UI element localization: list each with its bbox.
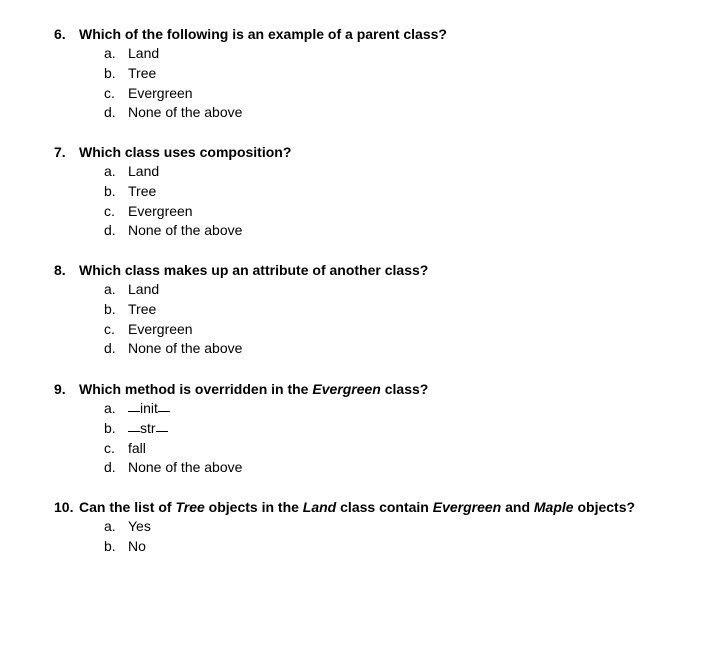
underscore-mark xyxy=(158,410,170,412)
question-number: 8. xyxy=(54,262,66,278)
question-title xyxy=(54,497,704,517)
option-c: c. Evergreen xyxy=(104,84,193,101)
question-number: 9. xyxy=(54,381,66,397)
option-a: a. Land xyxy=(104,163,160,179)
option-b: b. Tree xyxy=(104,64,157,81)
options-list xyxy=(54,162,704,241)
underscore-mark xyxy=(156,430,168,432)
options-list xyxy=(54,44,704,123)
question-number: 10. xyxy=(54,499,74,515)
option-b: b. Tree xyxy=(104,300,157,317)
question-9 xyxy=(54,379,704,478)
question-text: Which method is overridden in the Evergreen class? xyxy=(79,381,429,397)
option-c: c. Evergreen xyxy=(104,320,193,337)
option-d: d. None of the above xyxy=(104,222,243,239)
question-10 xyxy=(54,497,704,557)
question-number: 7. xyxy=(54,144,66,160)
question-text: Can the list of Tree objects in the Land class contain Evergreen and Maple objects? xyxy=(79,499,636,515)
question-title xyxy=(54,379,704,399)
option-d: d. None of the above xyxy=(104,104,243,121)
option-a: a. Land xyxy=(104,45,160,61)
option-b: b. str xyxy=(54,419,704,439)
question-number: 6. xyxy=(54,26,66,42)
option-c: c. fall xyxy=(104,439,146,456)
option-d: d. None of the above xyxy=(104,340,243,357)
option-b: b. Tree xyxy=(104,182,157,199)
question-text: Which class uses composition? xyxy=(79,144,292,160)
option-c: c. Evergreen xyxy=(104,202,193,219)
option-d: d. None of the above xyxy=(104,459,243,476)
options-list xyxy=(54,399,704,478)
question-7 xyxy=(54,142,704,241)
option-b: b. No xyxy=(104,537,146,554)
question-8 xyxy=(54,260,704,359)
options-list xyxy=(54,517,704,557)
option-a: a. init xyxy=(54,399,704,419)
options-list xyxy=(54,280,704,359)
underscore-mark xyxy=(128,430,140,432)
underscore-mark xyxy=(128,410,140,412)
question-title xyxy=(54,24,704,44)
question-text: Which of the following is an example of a parent class? xyxy=(79,26,447,42)
option-a: a. Land xyxy=(104,281,160,297)
question-title xyxy=(54,142,704,162)
question-text: Which class makes up an attribute of another class? xyxy=(79,262,429,278)
question-title xyxy=(54,260,704,280)
question-6 xyxy=(54,24,704,123)
option-a: a. Yes xyxy=(104,518,151,534)
